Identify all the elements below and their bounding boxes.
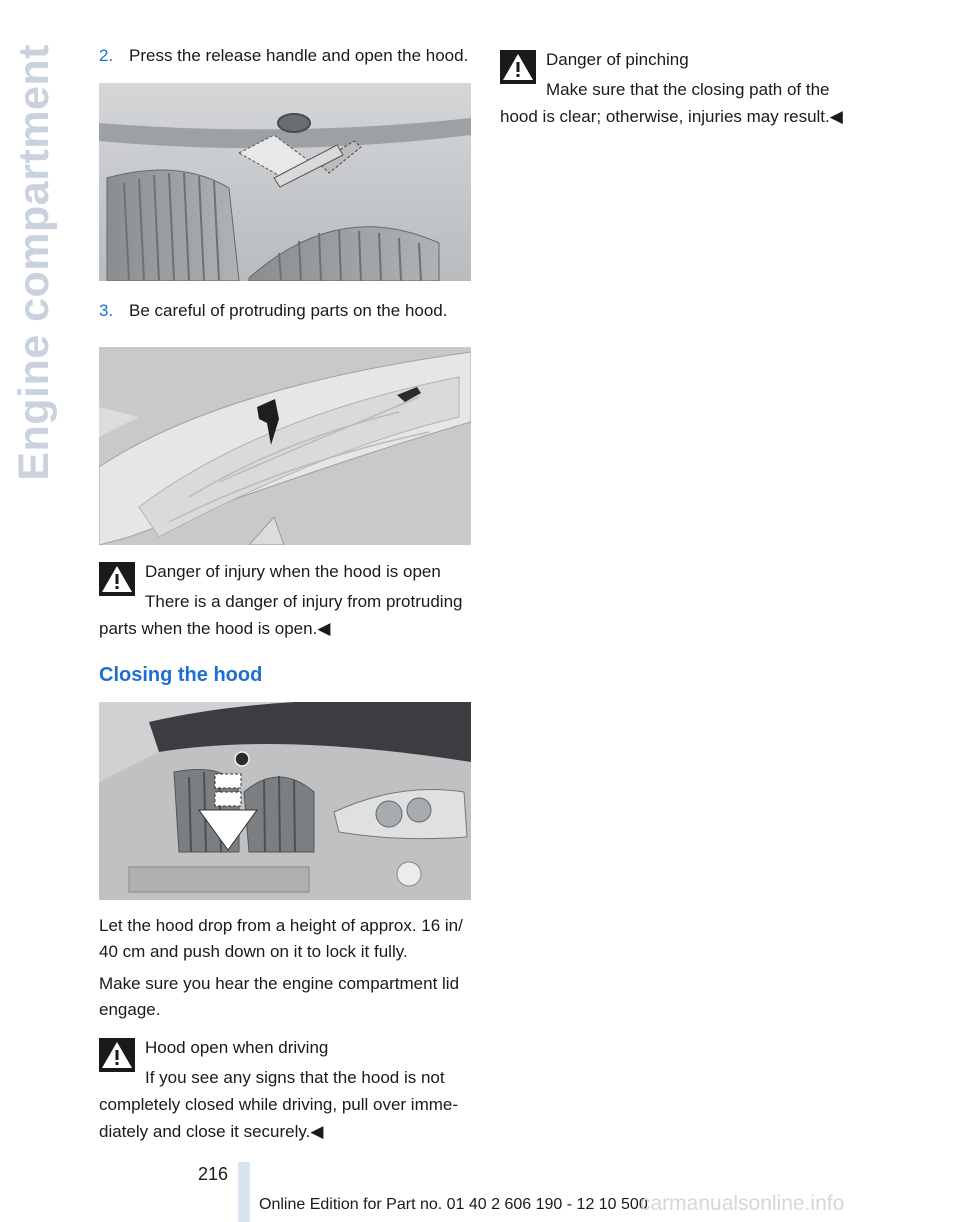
- side-chapter-title: [6, 44, 62, 481]
- warning-triangle-icon: [99, 1038, 135, 1072]
- figure-release-handle: [99, 83, 471, 281]
- warning-body: Make sure that the closing path of the hood is clear; otherwise, injuries may result.◀: [500, 80, 843, 126]
- warning-body: There is a danger of injury from protruding parts when the hood is open.◀: [99, 592, 463, 638]
- edition-footer: Online Edition for Part no. 01 40 2 606 190 - 12 10 500: [259, 1196, 648, 1213]
- warning-triangle-icon: [500, 50, 536, 84]
- warning-injury-hood-open: [99, 558, 471, 642]
- warning-title: Danger of pinching: [546, 50, 689, 69]
- left-column: [99, 44, 471, 1145]
- closing-hood-illustration: [99, 702, 471, 900]
- right-column: [500, 46, 872, 130]
- paragraph-hear-lid: Make sure you hear the engine compartment lid engage.: [99, 974, 460, 1019]
- warning-title: Hood open when driving: [145, 1038, 329, 1057]
- step-text: Be careful of protruding parts on the hood.: [129, 301, 448, 320]
- warning-triangle-icon: [99, 562, 135, 596]
- page-number: 216: [198, 1164, 229, 1184]
- figure-open-hood-underside: [99, 347, 471, 545]
- step-number: 2.: [99, 46, 114, 65]
- hood-underside-illustration: [99, 347, 471, 545]
- warning-body: If you see any signs that the hood is not completely closed while driving, pull over imme-diately and close it securely.◀: [99, 1068, 459, 1141]
- release-handle-illustration: [99, 83, 471, 281]
- step-2: [99, 44, 471, 68]
- warning-title: Danger of injury when the hood is open: [145, 562, 441, 581]
- watermark: carmanualsonline.info: [640, 1192, 845, 1215]
- step-3: [99, 299, 471, 323]
- paragraph-drop-height: Let the hood drop from a height of approx. 16 in/ 40 cm and push down on it to lock it fully.: [99, 916, 463, 961]
- side-chapter-title-text: Engine compartment: [9, 44, 58, 481]
- step-number: 3.: [99, 301, 114, 320]
- step-text: Press the release handle and open the hood.: [129, 46, 469, 65]
- warning-danger-pinching: [500, 46, 872, 130]
- figure-closing-hood: [99, 702, 471, 900]
- warning-hood-open-driving: [99, 1034, 471, 1145]
- section-title-closing-hood: Closing the hood: [99, 664, 263, 686]
- footer-accent-bar: [238, 1162, 250, 1222]
